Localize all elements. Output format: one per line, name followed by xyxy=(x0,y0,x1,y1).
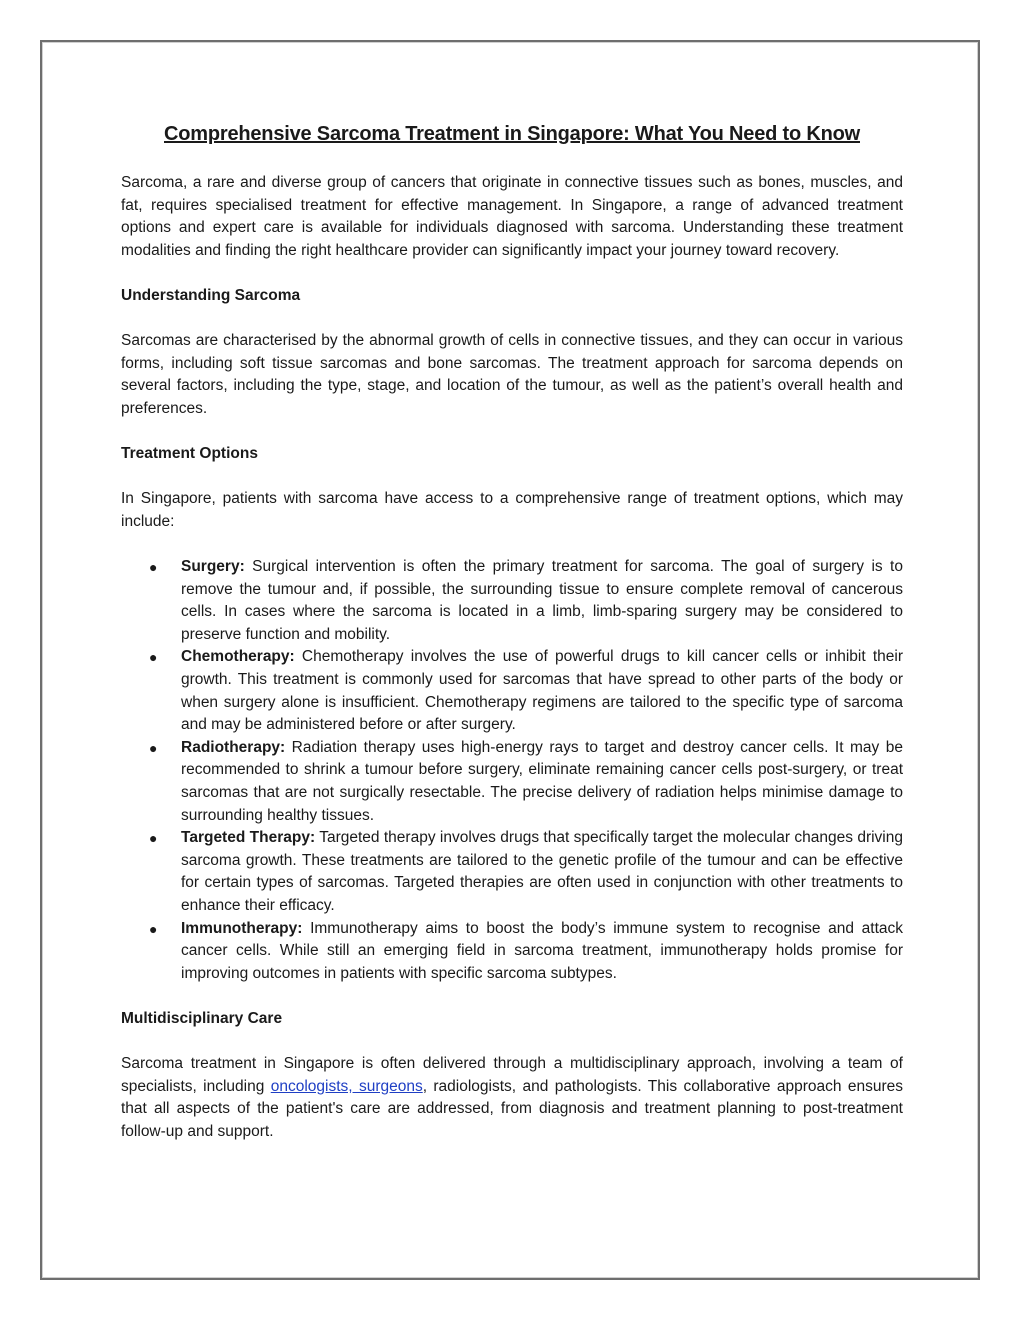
list-item-text: Chemotherapy involves the use of powerful drugs to kill cancer cells or inhibit their growth. This treatment is commonly used for sarcomas that have spread to other parts of the body or when surgery alone is insufficient. Chemotherapy regimens are tailored to the specific type of sarcoma and may be administered before or after surgery. xyxy=(181,648,903,734)
document-content xyxy=(121,120,903,1166)
heading-multidisciplinary-care: Multidisciplinary Care xyxy=(121,1009,283,1027)
bullet-icon: ● xyxy=(149,739,158,756)
multidisciplinary-text-before: Sarcoma treatment in Singapore is often delivered through a multidisciplinary approach, involving a team of specialists, including xyxy=(121,1055,903,1095)
list-item-term: Surgery: xyxy=(181,558,245,576)
list-item-text: Radiation therapy uses high-energy rays to target and destroy cancer cells. It may be recommended to shrink a tumour before surgery, eliminate remaining cancer cells post-surgery, or treat sarcomas that are not surgically resectable. The precise delivery of radiation helps minimise damage to surrounding healthy tissues. xyxy=(181,738,903,824)
list-item-text: Targeted therapy involves drugs that specifically target the molecular changes driving sarcoma growth. These treatments are tailored to the genetic profile of the tumour and can be effective for certain types of sarcomas. Targeted therapies are often used in conjunction with other treatments to enhance their efficacy. xyxy=(181,829,903,914)
bullet-icon: ● xyxy=(149,830,158,847)
oncologists-surgeons-link[interactable]: oncologists, surgeons xyxy=(270,1077,423,1095)
list-item-term: Radiotherapy: xyxy=(181,738,286,756)
multidisciplinary-care-paragraph xyxy=(121,1053,903,1143)
treatment-options-paragraph: In Singapore, patients with sarcoma have access to a comprehensive range of treatment options, which may include: xyxy=(121,490,903,530)
list-item-chemotherapy xyxy=(121,646,903,736)
list-item-term: Targeted Therapy: xyxy=(181,829,316,847)
list-item-radiotherapy xyxy=(121,737,903,827)
list-item-surgery xyxy=(121,556,903,646)
intro-paragraph: Sarcoma, a rare and diverse group of cancers that originate in connective tissues such as bones, muscles, and fat, requires specialised treatment for effective management. In Singapore, a range of advanced treatment options and expert care is available for individuals diagnosed with sarcoma. Understanding these treatment modalities and finding the right healthcare provider can significantly impact your journey toward recovery. xyxy=(121,174,903,259)
list-item-targeted-therapy xyxy=(121,827,903,917)
list-item-term: Chemotherapy: xyxy=(181,648,295,666)
list-item-term: Immunotherapy: xyxy=(181,919,303,937)
bullet-icon: ● xyxy=(149,649,158,666)
list-item-immunotherapy xyxy=(121,918,903,986)
document-title: Comprehensive Sarcoma Treatment in Singapore: What You Need to Know xyxy=(164,123,860,145)
bullet-icon: ● xyxy=(149,920,158,937)
bullet-icon: ● xyxy=(149,559,158,576)
multidisciplinary-text-after: , radiologists, and pathologists. This collaborative approach ensures that all aspects of the patient's care are addressed, from diagnosis and treatment planning to post-treatment follow-up and support. xyxy=(121,1077,903,1140)
treatment-options-list xyxy=(121,556,903,985)
list-item-text: Immunotherapy aims to boost the body’s immune system to recognise and attack cancer cells. While still an emerging field in sarcoma treatment, immunotherapy holds promise for improving outcomes in patients with specific sarcoma subtypes. xyxy=(181,919,903,982)
heading-treatment-options: Treatment Options xyxy=(121,445,258,463)
list-item-text: Surgical intervention is often the primary treatment for sarcoma. The goal of surgery is to remove the tumour and, if possible, the surrounding tissue to ensure complete removal of cancerous cells. In cases where the sarcoma is located in a limb, limb-sparing surgery may be considered to preserve function and mobility. xyxy=(181,558,903,643)
understanding-sarcoma-paragraph: Sarcomas are characterised by the abnormal growth of cells in connective tissues, and they can occur in various forms, including soft tissue sarcomas and bone sarcomas. The treatment approach for sarcoma depends on several factors, including the type, stage, and location of the tumour, as well as the patient’s overall health and preferences. xyxy=(121,332,903,417)
heading-understanding-sarcoma: Understanding Sarcoma xyxy=(121,286,301,304)
